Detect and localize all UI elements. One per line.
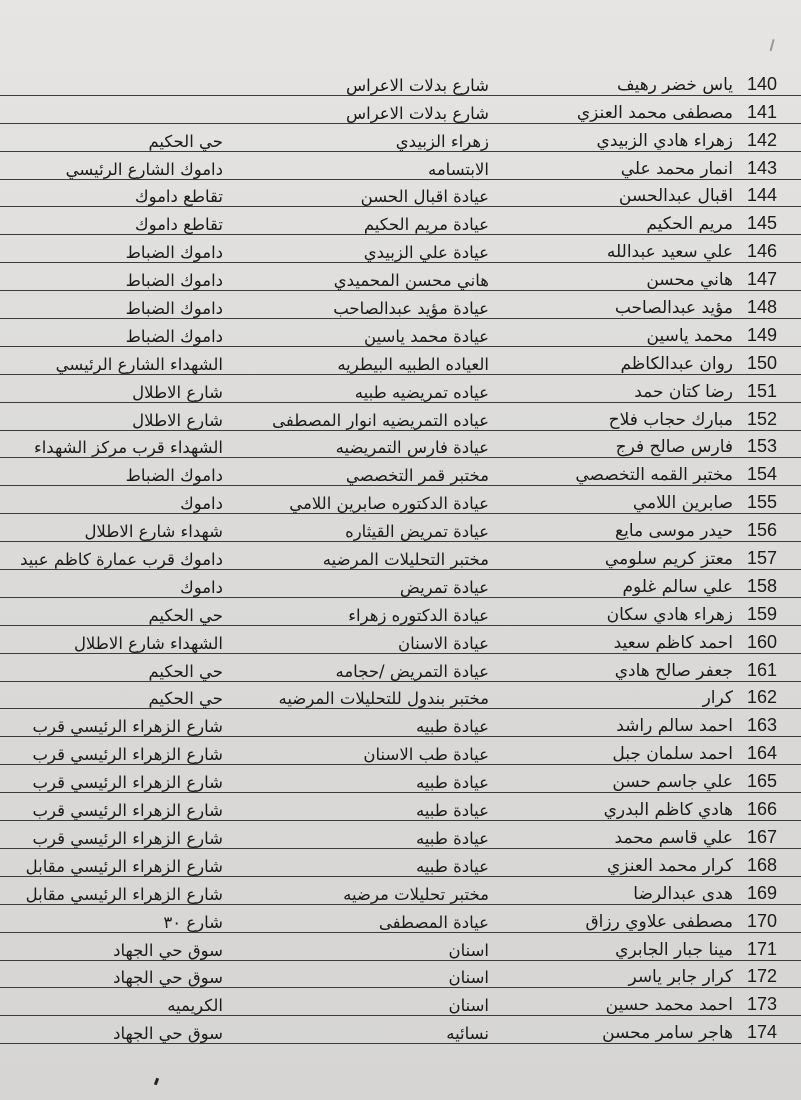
row-location: الكريميه xyxy=(0,988,227,1016)
table-row xyxy=(0,263,801,291)
table-row xyxy=(0,597,801,625)
row-number: 158 xyxy=(741,570,801,598)
row-facility: العياده الطبيه البيطريه xyxy=(227,346,501,374)
row-number: 161 xyxy=(741,653,801,681)
row-facility: عيادة التمريض /حجامه xyxy=(227,653,501,681)
row-facility: نسائيه xyxy=(227,1016,501,1044)
row-location: شارع الزهراء الرئيسي مقابل xyxy=(0,876,227,904)
row-number: 143 xyxy=(741,151,801,179)
row-number: 148 xyxy=(741,291,801,319)
ink-mark xyxy=(154,1078,159,1086)
row-location: شارع ٣٠ xyxy=(0,904,227,932)
table-row xyxy=(0,904,801,932)
row-name: هدى عبدالرضا xyxy=(501,876,741,904)
table-row xyxy=(0,68,801,95)
table-row xyxy=(0,848,801,876)
row-location: شارع الزهراء الرئيسي قرب xyxy=(0,765,227,793)
row-facility: عيادة الدكتوره صابرين اللامي xyxy=(227,486,501,514)
row-name: جعفر صالح هادي xyxy=(501,653,741,681)
row-number: 157 xyxy=(741,542,801,570)
row-number: 170 xyxy=(741,904,801,932)
table-row xyxy=(0,988,801,1016)
row-number: 162 xyxy=(741,681,801,709)
table-row xyxy=(0,374,801,402)
table-row xyxy=(0,458,801,486)
table-row xyxy=(0,653,801,681)
row-location: داموك الضباط xyxy=(0,235,227,263)
row-name: علي جاسم حسن xyxy=(501,765,741,793)
row-name: مينا جبار الجابري xyxy=(501,932,741,960)
row-location: سوق حي الجهاد xyxy=(0,960,227,988)
row-location: شارع الزهراء الرئيسي قرب xyxy=(0,793,227,821)
row-number: 155 xyxy=(741,486,801,514)
row-number: 146 xyxy=(741,235,801,263)
row-facility: مختبر بندول للتحليلات المرضيه xyxy=(227,681,501,709)
row-location: شارع الزهراء الرئيسي مقابل xyxy=(0,848,227,876)
row-location: شهداء شارع الاطلال xyxy=(0,514,227,542)
row-facility: عيادة طبيه xyxy=(227,848,501,876)
row-facility: هاني محسن المحميدي xyxy=(227,263,501,291)
row-facility: عيادة طبيه xyxy=(227,793,501,821)
row-facility: عيادة طبيه xyxy=(227,709,501,737)
row-facility: عيادة طب الاسنان xyxy=(227,737,501,765)
row-number: 164 xyxy=(741,737,801,765)
row-location: تقاطع داموك xyxy=(0,207,227,235)
row-number: 152 xyxy=(741,402,801,430)
row-name: انمار محمد علي xyxy=(501,151,741,179)
row-facility: اسنان xyxy=(227,988,501,1016)
row-name: علي سالم غلوم xyxy=(501,570,741,598)
row-facility: عيادة الدكتوره زهراء xyxy=(227,597,501,625)
row-number: 171 xyxy=(741,932,801,960)
row-facility: الابتسامه xyxy=(227,151,501,179)
table-row xyxy=(0,1016,801,1044)
row-facility: مختبر تحليلات مرضيه xyxy=(227,876,501,904)
row-name: فارس صالح فرج xyxy=(501,430,741,458)
row-facility: عيادة مريم الحكيم xyxy=(227,207,501,235)
row-facility: شارع بدلات الاعراس xyxy=(227,68,501,95)
row-name: كرار محمد العنزي xyxy=(501,848,741,876)
register-body xyxy=(0,68,801,1044)
row-location: الشهداء قرب مركز الشهداء xyxy=(0,430,227,458)
row-facility: عيادة تمريض xyxy=(227,570,501,598)
row-number: 144 xyxy=(741,179,801,207)
row-facility: عيادة طبيه xyxy=(227,821,501,849)
row-name: احمد سالم راشد xyxy=(501,709,741,737)
table-row xyxy=(0,737,801,765)
table-row xyxy=(0,765,801,793)
row-location: داموك الضباط xyxy=(0,458,227,486)
table-row xyxy=(0,179,801,207)
row-name: علي سعيد عبدالله xyxy=(501,235,741,263)
row-name: محمد ياسين xyxy=(501,319,741,347)
row-number: 149 xyxy=(741,319,801,347)
table-row xyxy=(0,625,801,653)
row-location: داموك الضباط xyxy=(0,263,227,291)
table-row xyxy=(0,681,801,709)
row-facility: عيادة محمد ياسين xyxy=(227,319,501,347)
row-number: 142 xyxy=(741,123,801,151)
row-location: حي الحكيم xyxy=(0,123,227,151)
row-location: داموك الضباط xyxy=(0,291,227,319)
table-row xyxy=(0,402,801,430)
table-row xyxy=(0,709,801,737)
row-name: مصطفى علاوي رزاق xyxy=(501,904,741,932)
row-number: 159 xyxy=(741,597,801,625)
clinic-register-table xyxy=(0,68,801,1044)
table-row xyxy=(0,235,801,263)
row-name: زهراء هادي سكان xyxy=(501,597,741,625)
row-location: سوق حي الجهاد xyxy=(0,1016,227,1044)
row-name: كرار جابر ياسر xyxy=(501,960,741,988)
row-number: 140 xyxy=(741,68,801,95)
row-facility: مختبر قمر التخصصي xyxy=(227,458,501,486)
table-row xyxy=(0,123,801,151)
row-facility: شارع بدلات الاعراس xyxy=(227,95,501,123)
row-name: احمد محمد حسين xyxy=(501,988,741,1016)
row-location: الشهداء الشارع الرئيسي xyxy=(0,346,227,374)
row-number: 150 xyxy=(741,346,801,374)
row-name: رضا كتان حمد xyxy=(501,374,741,402)
row-number: 145 xyxy=(741,207,801,235)
row-name: اقبال عبدالحسن xyxy=(501,179,741,207)
row-facility: عيادة طبيه xyxy=(227,765,501,793)
row-name: مؤيد عبدالصاحب xyxy=(501,291,741,319)
page-edge-mark xyxy=(770,39,781,53)
row-name: مريم الحكيم xyxy=(501,207,741,235)
row-name: روان عبدالكاظم xyxy=(501,346,741,374)
table-row xyxy=(0,319,801,347)
row-location: شارع الاطلال xyxy=(0,402,227,430)
row-number: 160 xyxy=(741,625,801,653)
row-number: 153 xyxy=(741,430,801,458)
row-number: 173 xyxy=(741,988,801,1016)
table-row xyxy=(0,960,801,988)
row-location: حي الحكيم xyxy=(0,597,227,625)
row-location: حي الحكيم xyxy=(0,653,227,681)
row-location: شارع الزهراء الرئيسي قرب xyxy=(0,821,227,849)
row-name: معتز كريم سلومي xyxy=(501,542,741,570)
row-number: 165 xyxy=(741,765,801,793)
table-row xyxy=(0,207,801,235)
row-facility: عيادة فارس التمريضيه xyxy=(227,430,501,458)
row-location: حي الحكيم xyxy=(0,681,227,709)
table-row xyxy=(0,876,801,904)
row-location: سوق حي الجهاد xyxy=(0,932,227,960)
row-location: داموك xyxy=(0,570,227,598)
row-number: 147 xyxy=(741,263,801,291)
row-location: شارع الاطلال xyxy=(0,374,227,402)
row-name: صابرين اللامي xyxy=(501,486,741,514)
row-name: علي قاسم محمد xyxy=(501,821,741,849)
row-location: داموك xyxy=(0,486,227,514)
row-number: 151 xyxy=(741,374,801,402)
table-row xyxy=(0,430,801,458)
row-name: حيدر موسى مايع xyxy=(501,514,741,542)
row-name: احمد كاظم سعيد xyxy=(501,625,741,653)
row-facility: مختبر التحليلات المرضيه xyxy=(227,542,501,570)
row-name: مصطفى محمد العنزي xyxy=(501,95,741,123)
row-name: مختبر القمه التخصصي xyxy=(501,458,741,486)
row-facility: عيادة اقبال الحسن xyxy=(227,179,501,207)
row-number: 174 xyxy=(741,1016,801,1044)
row-number: 154 xyxy=(741,458,801,486)
row-name: مبارك حجاب فلاح xyxy=(501,402,741,430)
row-facility: اسنان xyxy=(227,960,501,988)
row-number: 168 xyxy=(741,848,801,876)
table-row xyxy=(0,151,801,179)
row-location xyxy=(0,68,227,95)
row-location: داموك قرب عمارة كاظم عبيد xyxy=(0,542,227,570)
row-facility: عيادة الاسنان xyxy=(227,625,501,653)
row-number: 169 xyxy=(741,876,801,904)
row-name: ياس خضر رهيف xyxy=(501,68,741,95)
row-location: داموك الشارع الرئيسي xyxy=(0,151,227,179)
table-row xyxy=(0,793,801,821)
row-facility: اسنان xyxy=(227,932,501,960)
table-row xyxy=(0,95,801,123)
table-row xyxy=(0,291,801,319)
row-number: 166 xyxy=(741,793,801,821)
row-name: هاني محسن xyxy=(501,263,741,291)
row-facility: عياده التمريضيه انوار المصطفى xyxy=(227,402,501,430)
row-number: 163 xyxy=(741,709,801,737)
row-name: كرار xyxy=(501,681,741,709)
row-number: 156 xyxy=(741,514,801,542)
row-facility: عيادة تمريض القيثاره xyxy=(227,514,501,542)
row-facility: عيادة مؤيد عبدالصاحب xyxy=(227,291,501,319)
table-row xyxy=(0,346,801,374)
table-row xyxy=(0,932,801,960)
row-number: 172 xyxy=(741,960,801,988)
table-row xyxy=(0,542,801,570)
row-number: 167 xyxy=(741,821,801,849)
row-number: 141 xyxy=(741,95,801,123)
row-location: داموك الضباط xyxy=(0,319,227,347)
table-row xyxy=(0,821,801,849)
row-name: هاجر سامر محسن xyxy=(501,1016,741,1044)
row-facility: عيادة المصطفى xyxy=(227,904,501,932)
row-location: شارع الزهراء الرئيسي قرب xyxy=(0,737,227,765)
row-location xyxy=(0,95,227,123)
table-row xyxy=(0,570,801,598)
row-name: احمد سلمان جبل xyxy=(501,737,741,765)
row-location: الشهداء شارع الاطلال xyxy=(0,625,227,653)
table-row xyxy=(0,486,801,514)
row-facility: عياده تمريضيه طبيه xyxy=(227,374,501,402)
row-facility: عيادة علي الزبيدي xyxy=(227,235,501,263)
row-name: زهراء هادي الزبيدي xyxy=(501,123,741,151)
row-facility: زهراء الزبيدي xyxy=(227,123,501,151)
table-row xyxy=(0,514,801,542)
row-location: شارع الزهراء الرئيسي قرب xyxy=(0,709,227,737)
row-location: تقاطع داموك xyxy=(0,179,227,207)
row-name: هادي كاظم البدري xyxy=(501,793,741,821)
